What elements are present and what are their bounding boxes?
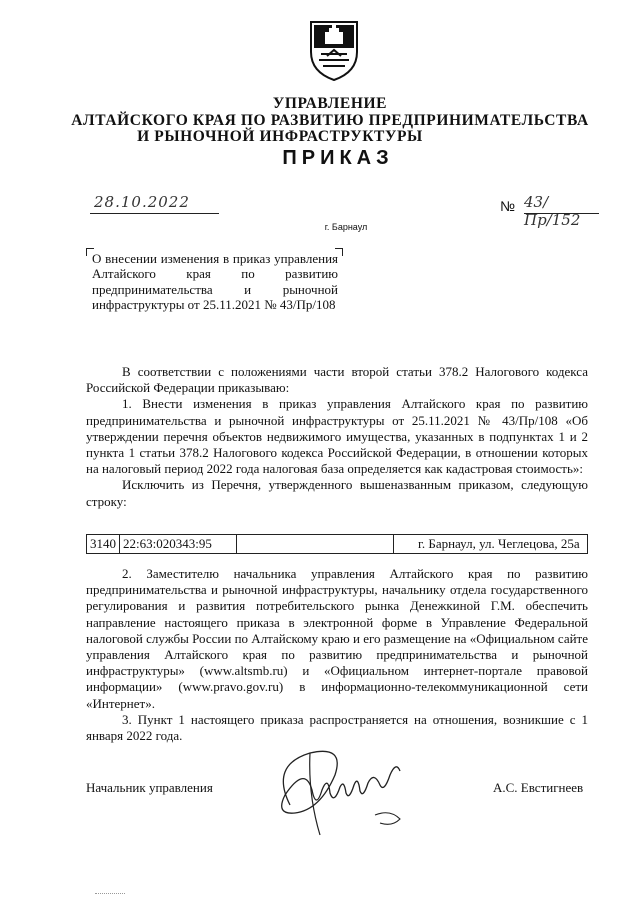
table-cell-empty bbox=[237, 535, 394, 554]
signatory-position: Начальник управления bbox=[86, 780, 213, 795]
table-row bbox=[87, 535, 588, 554]
altai-krai-coat-of-arms-icon bbox=[305, 18, 363, 82]
signatory-name: А.С. Евстигнеев bbox=[493, 780, 584, 795]
handwritten-signature bbox=[250, 735, 420, 845]
org-name-line3: И РЫНОЧНОЙ ИНФРАСТРУКТУРЫ bbox=[137, 128, 423, 145]
footer-divider bbox=[95, 893, 125, 895]
document-body bbox=[86, 364, 588, 510]
paragraph-item-3: 3. Пункт 1 настоящего приказа распространяется на отношения, возникшие с 1 января 2022 года. bbox=[86, 711, 588, 744]
paragraph-item-1: 1. Внести изменения в приказ управления Алтайского края по развитию предпринимательства и рыночной инфраструктуры от 25.11.2021 № 43/Пр/108 «Об утверждении перечня объектов недвижимого имущества, указанных в подпунктах 1 и 2 пункта 1 статьи 378.2 Налогового кодекса Российской Федерации, в отношении которых на налоговый период 2022 года налоговая база определяется как кадастровая стоимость»: bbox=[86, 396, 588, 477]
document-date: 28.10.2022 bbox=[90, 193, 219, 214]
city-label: г. Барнаул bbox=[324, 222, 368, 232]
table-cell-cadastral: 22:63:020343:95 bbox=[120, 535, 237, 554]
document-number: 43/Пр/152 bbox=[524, 193, 599, 214]
paragraph-exclude: Исключить из Перечня, утвержденного вышеназванным приказом, следующую строку: bbox=[86, 477, 588, 509]
org-name-line2: АЛТАЙСКОГО КРАЯ ПО РАЗВИТИЮ ПРЕДПРИНИМАТЕЛЬСТВА bbox=[71, 112, 589, 129]
number-label: № bbox=[500, 198, 516, 214]
excluded-object-table bbox=[86, 534, 588, 554]
document-body-continued bbox=[86, 566, 588, 744]
paragraph-item-2: 2. Заместителю начальника управления Алтайского края по развитию предпринимательства и рыночной инфраструктуры, начальнику отдела государственного регулирования и развития потребительского рынка Денежкиной Г.М. обеспечить направление настоящего приказа в электронной форме в Управление Федеральной налоговой службы России по Алтайскому краю и его размещение на «Официальном сайте управления Алтайского края по развитию предпринимательства и рыночной инфраструктуры» (www.altsmb.ru) и «Официальном интернет-портале правовой информации» (www.pravo.gov.ru) в информационно-телекоммуникационной сети «Интернет». bbox=[86, 566, 588, 711]
table-cell-number: 3140 bbox=[87, 535, 120, 554]
document-subject: О внесении изменения в приказ управления Алтайского края по развитию предпринимательства и рыночной инфраструктуры от 25.11.2021 № 43/Пр/108 bbox=[92, 251, 338, 312]
org-name-line1: УПРАВЛЕНИЕ bbox=[272, 95, 388, 112]
table-cell-address: г. Барнаул, ул. Чеглецова, 25а bbox=[394, 535, 588, 554]
paragraph-preamble: В соответствии с положениями части второй статьи 378.2 Налогового кодекса Российской Федерации приказываю: bbox=[86, 364, 588, 396]
document-title: ПРИКАЗ bbox=[282, 147, 394, 169]
